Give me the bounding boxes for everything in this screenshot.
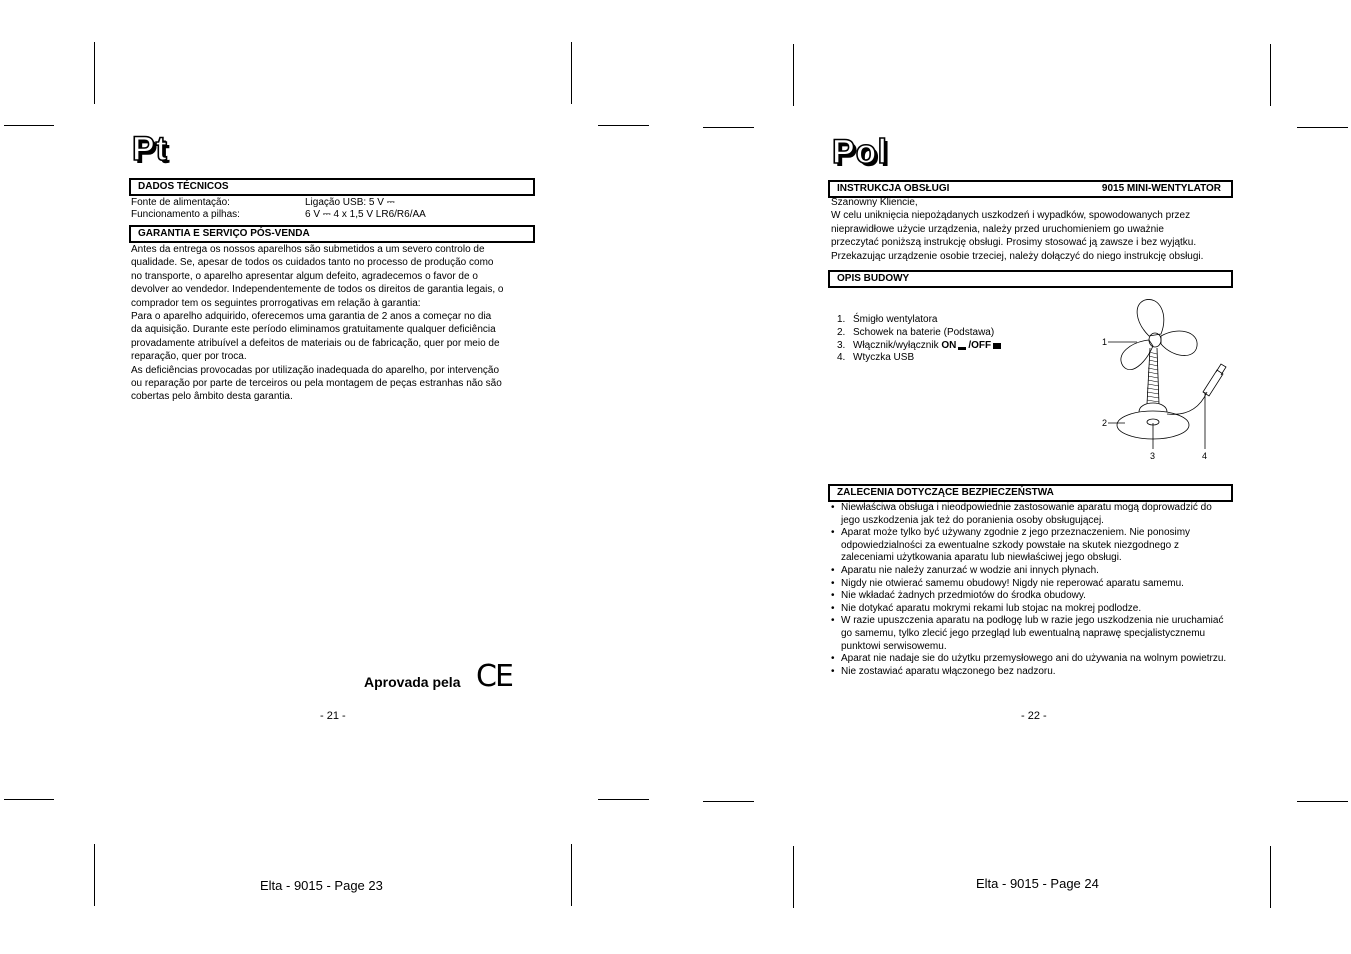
- ce-mark-icon: CE: [476, 659, 512, 694]
- usb-plug-icon: [1203, 370, 1223, 396]
- text-line: provadamente atribuível a defeitos de materiais ou de fabricação, quer por meio de: [131, 337, 500, 349]
- crop-mark: [703, 127, 754, 128]
- crop-mark: [1270, 846, 1271, 908]
- item-text: Śmigło wentylatora: [853, 314, 938, 325]
- page-footer: Elta - 9015 - Page 24: [976, 876, 1099, 891]
- crop-mark: [1297, 801, 1348, 802]
- crop-mark: [1297, 127, 1348, 128]
- list-item: [831, 340, 1091, 353]
- text-line: Para o aparelho adquirido, oferecemos uma garantia de 2 anos a começar no dia: [131, 311, 492, 323]
- item-text: Włącznik/wyłącznik: [853, 339, 939, 351]
- list-item: • Nie zostawiać aparatu włączonego bez nadzoru.: [829, 666, 1229, 679]
- diagram-label-4: 4: [1202, 451, 1208, 461]
- section-header-label: INSTRUKCJA OBSŁUGI: [837, 183, 950, 194]
- spec-value: Ligação USB: 5 V ⎓: [305, 197, 395, 208]
- diagram-label-1: 1: [1102, 337, 1108, 347]
- spec-label: Fonte de alimentação:: [131, 197, 230, 208]
- text-line: comprador tem os seguintes prorrogativas em relação à garantia:: [131, 297, 421, 309]
- section-header-safety: [829, 485, 1232, 501]
- item-number: 1.: [837, 314, 846, 325]
- text-line: Antes da entrega os nossos aparelhos são submetidos a um severo controlo de: [131, 244, 485, 255]
- crop-mark: [571, 42, 572, 104]
- off-symbol-icon: [993, 343, 1001, 349]
- section-header-label: DADOS TÉCNICOS: [138, 181, 229, 192]
- section-header-label: GARANTIA E SERVIÇO PÓS-VENDA: [138, 228, 310, 239]
- item-number: 4.: [837, 352, 846, 364]
- crop-mark: [4, 125, 54, 126]
- list-item: [831, 327, 1091, 340]
- text-line: As deficiências provocadas por utilização inadequada do aparelho, por intervenção: [131, 364, 500, 376]
- list-item: [831, 314, 1091, 327]
- list-item: • W razie upuszczenia aparatu na podłogę lub w razie jego uszkodzenia nie uruchamiać go samemu, tylko zlecić jego przegląd lub ewentualną naprawę specjalistycznemu punktowi serwisowemu.: [829, 615, 1229, 653]
- section-header-warranty: [130, 226, 534, 242]
- list-item: • Niewłaściwa obsługa i nieodpowiednie zastosowanie aparatu mogą doprowadzić do jego uszkodzenia jak też do poranienia osoby obsługującej.: [829, 502, 1229, 527]
- list-item: • Nie dotykać aparatu mokrymi rekami lub stojac na mokrej podlodze.: [829, 603, 1229, 616]
- text-line: Przekazując urządzenie osobie trzeciej, należy dołączyć do niego instrukcję obsługi.: [831, 250, 1204, 262]
- language-title: Pt: [132, 130, 168, 168]
- text-line: przeczytać poniższą instrukcję obsługi. Prosimy stosować ją zawsze i bez wyjątku.: [831, 237, 1197, 249]
- list-item: • Nigdy nie otwierać samemu obudowy! Nigdy nie reperować aparatu samemu.: [829, 578, 1229, 591]
- usb-cable: [1167, 392, 1207, 414]
- section-header-label: OPIS BUDOWY: [837, 273, 910, 284]
- crop-mark: [94, 844, 95, 906]
- intro-text: [831, 196, 1241, 263]
- crop-mark: [1270, 44, 1271, 106]
- page-footer: Elta - 9015 - Page 23: [260, 878, 383, 893]
- section-header-parts: [829, 271, 1232, 287]
- text-line: qualidade. Se, apesar de todos os cuidados tanto no processo de produção como: [131, 257, 494, 269]
- parts-list: [831, 314, 1091, 365]
- safety-list: [829, 502, 1229, 678]
- list-item: • Aparat może tylko być używany zgodnie z jego przeznaczeniem. Nie ponosimy odpowiedzialności za ewentualne szkody powstałe na skutek niezgodnego z zaleceniami użytkowania aparatu lub niewłaściwej jego obsługi.: [829, 527, 1229, 565]
- crop-mark: [4, 799, 54, 800]
- crop-mark: [571, 844, 572, 906]
- item-text: Schowek na baterie (Podstawa): [853, 326, 995, 338]
- crop-mark: [94, 42, 95, 104]
- section-header-model: 9015 MINI-WENTYLATOR: [1101, 183, 1221, 194]
- fan-blade: [1161, 331, 1197, 356]
- text-line: nieprawidłowe użycie urządzenia, należy przed uruchomieniem go uważnie: [831, 223, 1164, 235]
- list-item: [831, 352, 1091, 365]
- text-line: Szanowny Kliencie,: [831, 197, 918, 208]
- usb-plug-tip: [1216, 364, 1226, 375]
- warranty-text: [131, 243, 541, 404]
- language-title: Pol: [832, 133, 888, 171]
- text-line: W celu uniknięcia niepożądanych uszkodzeń i wypadków, spowodowanych przez: [831, 210, 1191, 222]
- text-line: no transporte, o aparelho apresentar algum defeito, agradecemos o favor de o: [131, 270, 478, 282]
- on-label: ON: [941, 339, 957, 351]
- text-line: da aquisição. Durante este período eliminamos gratuitamente qualquer deficiência: [131, 324, 496, 336]
- crop-mark: [703, 801, 754, 802]
- approved-label: Aprovada pela: [364, 674, 461, 690]
- item-number: 3.: [837, 339, 846, 351]
- text-line: cobertas pelo âmbito desta garantia.: [131, 391, 293, 403]
- spec-value: 6 V ⎓ 4 x 1,5 V LR6/R6/AA: [305, 209, 426, 220]
- section-header-tech: [130, 179, 534, 195]
- crop-mark: [598, 799, 649, 800]
- list-item: • Nie wkładać żadnych przedmiotów do środka obudowy.: [829, 590, 1229, 603]
- fan-diagram: [1095, 292, 1235, 464]
- crop-mark: [598, 125, 649, 126]
- diagram-label-3: 3: [1150, 451, 1156, 461]
- list-item: • Aparat nie nadaje sie do użytku przemysłowego ani do używania na wolnym powietrzu.: [829, 653, 1229, 666]
- item-number: 2.: [837, 326, 846, 338]
- page-number: - 22 -: [1021, 710, 1047, 722]
- crop-mark: [793, 44, 794, 106]
- text-line: ou reparação por parte de terceiros ou pela montagem de peças estranhas não são: [131, 378, 502, 390]
- text-line: reparação, quer por troca.: [131, 351, 247, 363]
- fan-blade: [1137, 299, 1164, 336]
- diagram-label-2: 2: [1102, 418, 1108, 428]
- text-line: devolver ao vendedor. Independentemente de todos os direitos de garantia legais, o: [131, 284, 504, 296]
- fan-blade: [1121, 340, 1153, 370]
- off-label: /OFF: [968, 339, 992, 351]
- list-item: • Aparatu nie należy zanurzać w wodzie ani innych płynach.: [829, 565, 1229, 578]
- page-number: - 21 -: [320, 710, 346, 722]
- section-header-label: ZALECENIA DOTYCZĄCE BEZPIECZEŃSTWA: [837, 487, 1054, 498]
- item-text: Wtyczka USB: [853, 352, 915, 364]
- crop-mark: [793, 846, 794, 908]
- spec-label: Funcionamento a pilhas:: [131, 209, 240, 220]
- section-header-instructions: [829, 181, 1232, 197]
- on-symbol-icon: [958, 347, 966, 350]
